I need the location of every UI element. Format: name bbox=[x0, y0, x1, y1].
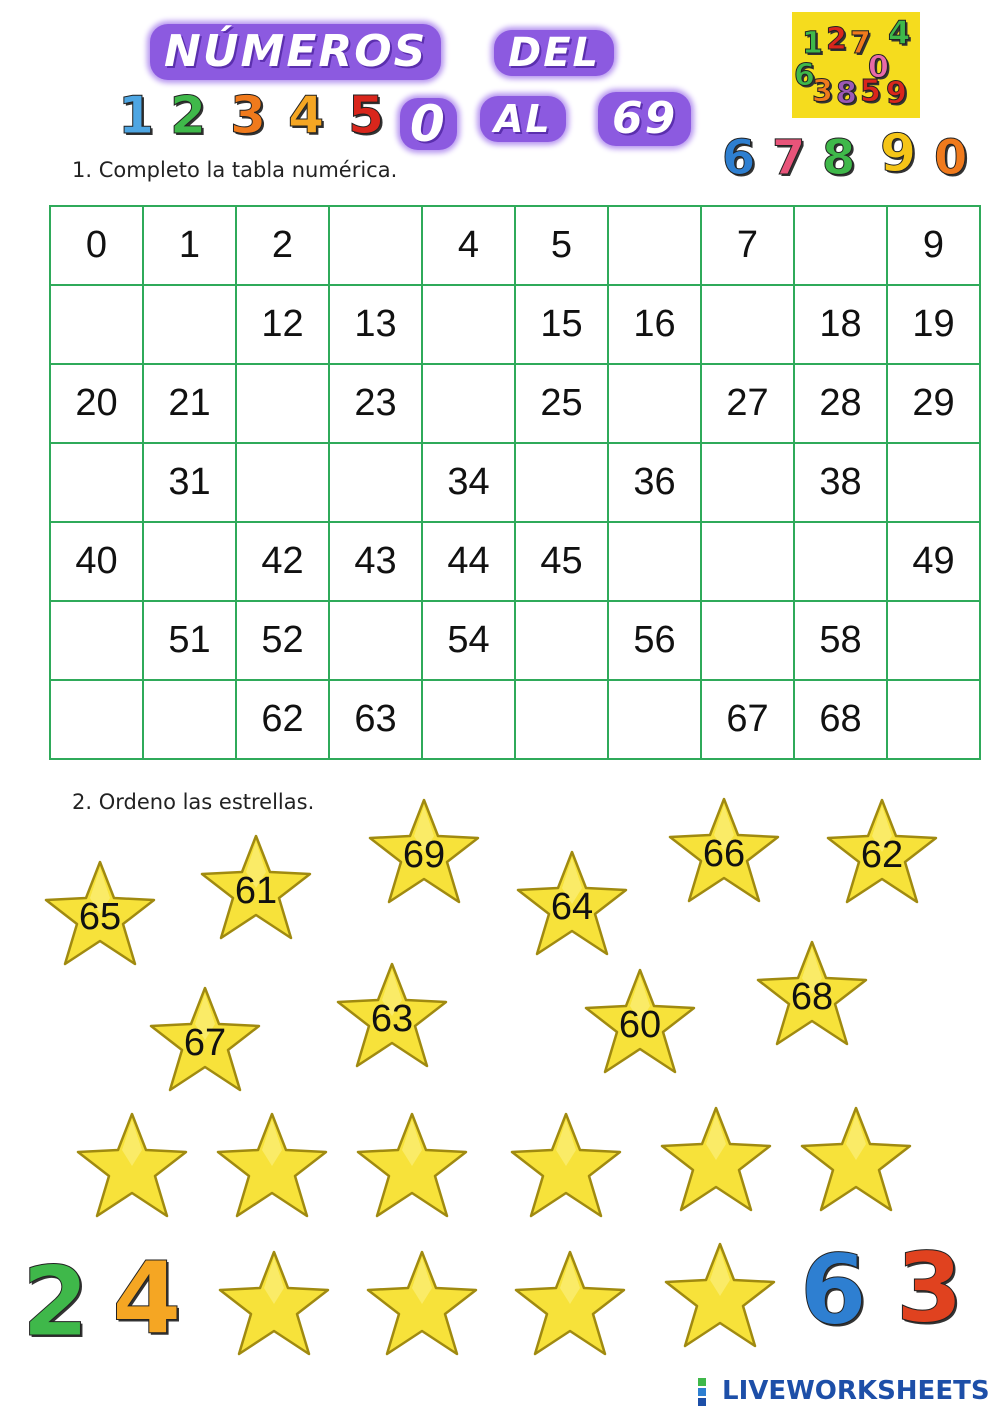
table-cell-blank[interactable] bbox=[515, 680, 608, 759]
title-word-al: AL bbox=[480, 96, 566, 142]
numbers-card-image bbox=[792, 12, 920, 118]
table-cell: 19 bbox=[887, 285, 980, 364]
deco-digit-6-bottom: 6 bbox=[800, 1234, 867, 1346]
table-cell-blank[interactable] bbox=[143, 680, 236, 759]
star-number: 62 bbox=[860, 834, 904, 876]
table-cell: 58 bbox=[794, 601, 887, 680]
table-cell: 18 bbox=[794, 285, 887, 364]
table-cell: 34 bbox=[422, 443, 515, 522]
deco-digit-7: 7 bbox=[772, 130, 806, 186]
star-icon bbox=[510, 1248, 630, 1358]
table-row bbox=[50, 680, 980, 759]
deco-digit-9: 9 bbox=[880, 124, 917, 184]
table-cell: 51 bbox=[143, 601, 236, 680]
table-cell-blank[interactable] bbox=[608, 206, 701, 285]
table-cell: 0 bbox=[50, 206, 143, 285]
table-cell-blank[interactable] bbox=[887, 680, 980, 759]
empty-star[interactable] bbox=[510, 1248, 630, 1358]
exercise-2-instruction: 2. Ordeno las estrellas. bbox=[72, 790, 315, 814]
card-digit: 1 bbox=[802, 26, 823, 61]
numbered-star bbox=[196, 832, 316, 942]
table-cell: 52 bbox=[236, 601, 329, 680]
numbered-star bbox=[580, 966, 700, 1076]
table-row bbox=[50, 364, 980, 443]
empty-star[interactable] bbox=[506, 1110, 626, 1220]
star-icon bbox=[796, 1104, 916, 1214]
card-digit: 6 bbox=[794, 58, 815, 93]
star-icon bbox=[352, 1110, 472, 1220]
table-cell: 31 bbox=[143, 443, 236, 522]
numbered-star bbox=[822, 796, 942, 906]
title-word-69: 69 bbox=[598, 92, 691, 146]
table-cell: 62 bbox=[236, 680, 329, 759]
table-cell-blank[interactable] bbox=[143, 285, 236, 364]
table-cell-blank[interactable] bbox=[329, 206, 422, 285]
star-icon bbox=[656, 1104, 776, 1214]
liveworksheets-logo-icon bbox=[698, 1378, 718, 1406]
deco-digit-1: 1 bbox=[118, 86, 155, 146]
table-cell-blank[interactable] bbox=[701, 601, 794, 680]
empty-star[interactable] bbox=[72, 1110, 192, 1220]
table-cell-blank[interactable] bbox=[329, 601, 422, 680]
table-cell-blank[interactable] bbox=[887, 601, 980, 680]
table-cell-blank[interactable] bbox=[50, 601, 143, 680]
table-cell: 1 bbox=[143, 206, 236, 285]
table-cell-blank[interactable] bbox=[50, 680, 143, 759]
table-cell: 4 bbox=[422, 206, 515, 285]
deco-digit-4-bottom: 4 bbox=[112, 1240, 182, 1357]
star-number: 68 bbox=[790, 976, 834, 1018]
table-cell-blank[interactable] bbox=[608, 522, 701, 601]
deco-digit-3-bottom: 3 bbox=[896, 1232, 963, 1344]
table-cell: 23 bbox=[329, 364, 422, 443]
deco-digit-6: 6 bbox=[722, 130, 756, 186]
table-cell-blank[interactable] bbox=[515, 443, 608, 522]
table-cell-blank[interactable] bbox=[701, 443, 794, 522]
star-number: 65 bbox=[78, 896, 122, 938]
table-cell: 42 bbox=[236, 522, 329, 601]
star-icon bbox=[212, 1110, 332, 1220]
star-icon bbox=[214, 1248, 334, 1358]
table-cell: 40 bbox=[50, 522, 143, 601]
table-cell: 28 bbox=[794, 364, 887, 443]
card-digit: 4 bbox=[888, 14, 911, 52]
empty-star[interactable] bbox=[660, 1240, 780, 1350]
numbered-star bbox=[332, 960, 452, 1070]
deco-digit-8: 8 bbox=[822, 130, 856, 186]
number-table bbox=[49, 205, 981, 760]
table-cell-blank[interactable] bbox=[143, 522, 236, 601]
star-icon bbox=[72, 1110, 192, 1220]
table-cell-blank[interactable] bbox=[422, 285, 515, 364]
table-cell-blank[interactable] bbox=[701, 285, 794, 364]
numbered-star bbox=[40, 858, 160, 968]
deco-digit-4: 4 bbox=[288, 86, 325, 146]
empty-star[interactable] bbox=[362, 1248, 482, 1358]
title-word-zero: 0 bbox=[400, 98, 457, 150]
card-digit: 0 bbox=[868, 50, 889, 85]
card-digit: 3 bbox=[812, 74, 833, 109]
empty-star[interactable] bbox=[796, 1104, 916, 1214]
table-cell: 25 bbox=[515, 364, 608, 443]
table-cell: 13 bbox=[329, 285, 422, 364]
numbered-star bbox=[664, 795, 784, 905]
empty-star[interactable] bbox=[212, 1110, 332, 1220]
star-number: 63 bbox=[370, 998, 414, 1040]
table-cell-blank[interactable] bbox=[608, 364, 701, 443]
title-word-del: DEL bbox=[494, 30, 614, 76]
table-row bbox=[50, 285, 980, 364]
deco-digit-2: 2 bbox=[170, 86, 207, 146]
table-cell: 45 bbox=[515, 522, 608, 601]
numbered-star bbox=[364, 796, 484, 906]
table-cell: 68 bbox=[794, 680, 887, 759]
table-cell: 63 bbox=[329, 680, 422, 759]
star-icon bbox=[506, 1110, 626, 1220]
exercise-1-instruction: 1. Completo la tabla numérica. bbox=[72, 158, 398, 182]
card-digit: 5 bbox=[860, 74, 881, 109]
table-cell-blank[interactable] bbox=[236, 443, 329, 522]
deco-digit-2-bottom: 2 bbox=[22, 1246, 89, 1358]
table-cell-blank[interactable] bbox=[236, 364, 329, 443]
numbered-star bbox=[752, 938, 872, 1048]
table-cell: 2 bbox=[236, 206, 329, 285]
table-row bbox=[50, 206, 980, 285]
star-number: 61 bbox=[234, 870, 278, 912]
table-cell-blank[interactable] bbox=[794, 206, 887, 285]
table-cell: 56 bbox=[608, 601, 701, 680]
table-cell: 49 bbox=[887, 522, 980, 601]
table-row bbox=[50, 522, 980, 601]
numbered-star bbox=[145, 984, 265, 1094]
card-digit: 7 bbox=[850, 26, 871, 61]
star-number: 66 bbox=[702, 833, 746, 875]
table-cell: 38 bbox=[794, 443, 887, 522]
title-word-numeros: NÚMEROS bbox=[150, 24, 441, 80]
table-cell-blank[interactable] bbox=[422, 680, 515, 759]
deco-digit-5: 5 bbox=[348, 86, 385, 146]
numbered-star bbox=[512, 848, 632, 958]
deco-digit-0: 0 bbox=[934, 130, 968, 186]
table-cell: 5 bbox=[515, 206, 608, 285]
table-cell: 15 bbox=[515, 285, 608, 364]
table-cell-blank[interactable] bbox=[794, 522, 887, 601]
star-number: 64 bbox=[550, 886, 594, 928]
table-row bbox=[50, 601, 980, 680]
star-number: 69 bbox=[402, 834, 446, 876]
table-cell: 54 bbox=[422, 601, 515, 680]
table-cell: 67 bbox=[701, 680, 794, 759]
table-cell-blank[interactable] bbox=[515, 601, 608, 680]
table-cell-blank[interactable] bbox=[608, 680, 701, 759]
card-digit: 9 bbox=[886, 76, 907, 111]
star-number: 60 bbox=[618, 1004, 662, 1046]
table-cell: 9 bbox=[887, 206, 980, 285]
table-row bbox=[50, 443, 980, 522]
table-cell-blank[interactable] bbox=[422, 364, 515, 443]
table-cell-blank[interactable] bbox=[50, 443, 143, 522]
table-cell: 29 bbox=[887, 364, 980, 443]
table-cell: 44 bbox=[422, 522, 515, 601]
star-number: 67 bbox=[183, 1022, 227, 1064]
empty-star[interactable] bbox=[656, 1104, 776, 1214]
table-cell: 36 bbox=[608, 443, 701, 522]
star-icon bbox=[362, 1248, 482, 1358]
table-cell: 12 bbox=[236, 285, 329, 364]
table-cell: 16 bbox=[608, 285, 701, 364]
empty-star[interactable] bbox=[352, 1110, 472, 1220]
table-cell: 43 bbox=[329, 522, 422, 601]
table-cell: 27 bbox=[701, 364, 794, 443]
deco-digit-3: 3 bbox=[230, 86, 267, 146]
table-cell-blank[interactable] bbox=[701, 522, 794, 601]
card-digit: 2 bbox=[826, 22, 847, 57]
table-cell-blank[interactable] bbox=[329, 443, 422, 522]
table-cell: 20 bbox=[50, 364, 143, 443]
liveworksheets-brand: LIVEWORKSHEETS bbox=[722, 1376, 990, 1406]
card-digit: 8 bbox=[836, 76, 857, 111]
star-icon bbox=[660, 1240, 780, 1350]
table-cell: 21 bbox=[143, 364, 236, 443]
table-cell-blank[interactable] bbox=[50, 285, 143, 364]
table-cell: 7 bbox=[701, 206, 794, 285]
empty-star[interactable] bbox=[214, 1248, 334, 1358]
table-cell-blank[interactable] bbox=[887, 443, 980, 522]
